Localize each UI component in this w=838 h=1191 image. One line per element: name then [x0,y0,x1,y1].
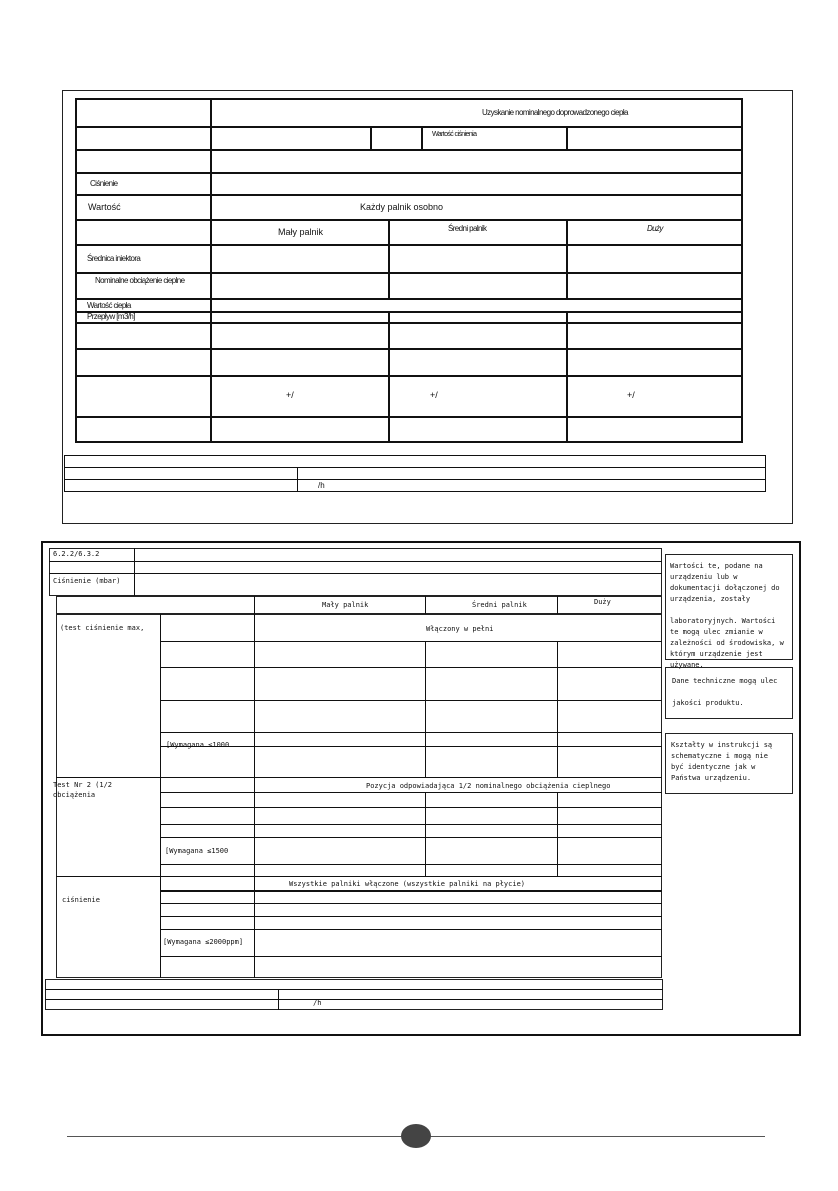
note-box-3 [665,733,793,794]
pressure-value-label: Wartość ciśnienia [432,131,477,138]
note2-line: jakości produktu. [672,699,744,707]
test-2-line1: Test Nr 2 (1/2 [53,781,113,789]
note3-line: Państwa urządzeniu. [671,774,752,782]
pressure-label: Ciśnienie [90,179,118,188]
half-load-position: Pozycja odpowiadająca 1/2 nominalnego obciążenia cieplnego [366,782,611,790]
flow-label: Przepływ [m3/h] [87,312,135,321]
required-1000: [Wymagana ≤1000 [166,741,230,749]
code-label: 6.2.2/6.3.2 [53,550,100,558]
note1-line: urządzeniu lub w [670,573,738,581]
pressure-word: ciśnienie [62,896,100,904]
top-summary-per-hour: /h [318,481,325,490]
small-burner-header: Mały palnik [278,227,324,237]
plus-minus-small: +/ [286,390,294,400]
medium-burner-col: Średni palnik [472,601,527,609]
value-label: Wartość [88,202,121,212]
note3-line: Kształty w instrukcji są [671,741,773,749]
note3-line: schematyczne i mogą nie [671,752,768,760]
nominal-heat-load-label: Nominalne obciążenie cieplne [95,276,185,285]
each-burner: Każdy palnik osobno [360,202,444,212]
note1-line: urządzenia, zostały [670,595,751,603]
plus-minus-large: +/ [627,390,635,400]
test-max-pressure: (test ciśnienie max, [60,624,145,632]
top-title: Uzyskanie nominalnego doprowadzonego ciepła [482,108,628,117]
note1-line: laboratoryjnych. Wartości [670,617,776,625]
large-burner-col: Duży [594,598,611,606]
note1-line [670,605,784,616]
page-number-badge [401,1124,431,1148]
note2-line [672,687,777,698]
note1-line: te mogą ulec zmianie w [670,628,763,636]
bottom-summary-per-hour: /h [313,999,322,1007]
fully-on: Włączony w pełni [426,625,494,633]
note2-line: Dane techniczne mogą ulec [672,677,778,685]
note-box-1 [665,554,793,669]
note1-line: Wartości te, podane na [670,562,763,570]
note3-line: być identyczne jak w [671,763,756,771]
note-box-2 [665,667,793,719]
note1-line: używane. [670,661,704,669]
required-2000: [Wymagana ≤2000ppm] [163,938,244,946]
small-burner-col: Mały palnik [322,601,369,609]
note1-line: dokumentacji dołączonej do [670,584,780,592]
all-burners-on: Wszystkie palniki włączone (wszystkie palniki na płycie) [289,880,526,888]
pressure-mbar-label: Ciśnienie (mbar) [53,577,121,585]
test-2-line2: obciążenia [53,791,96,799]
large-burner-header: Duży [647,224,663,233]
note1-line: którym urządzenie jest [670,650,763,658]
medium-burner-header: Średni palnik [448,224,487,233]
note1-line: zależności od środowiska, w [670,639,784,647]
injector-diameter-label: Średnica iniektora [87,254,141,263]
heat-value-label: Wartość ciepła [87,301,131,310]
plus-minus-medium: +/ [430,390,438,400]
required-1500: [Wymagana ≤1500 [165,847,229,855]
